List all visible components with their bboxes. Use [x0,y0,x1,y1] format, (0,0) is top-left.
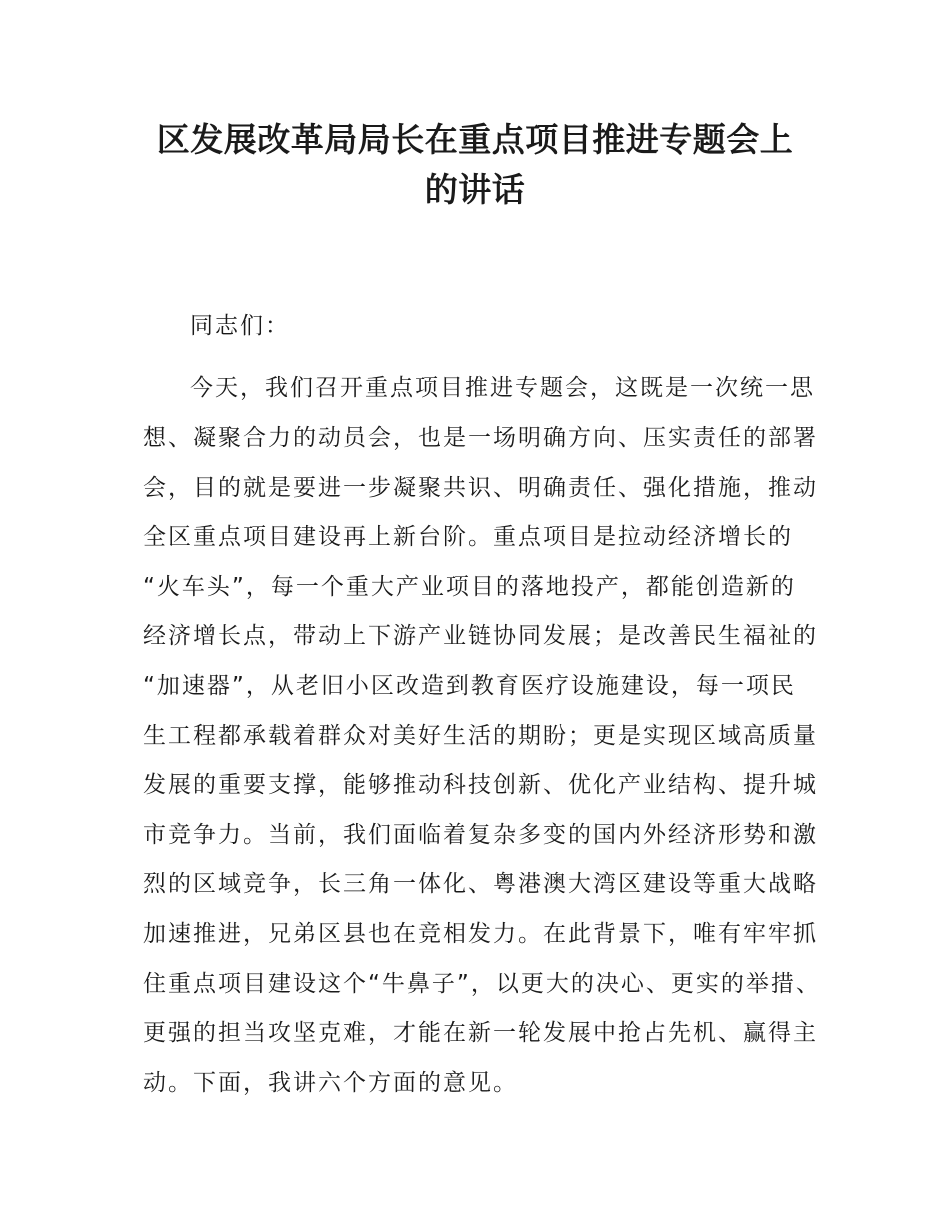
paragraph-line: 发展的重要支撑，能够推动科技创新、优化产业结构、提升城 [143,772,818,798]
paragraph-line: 今天，我们召开重点项目推进专题会，这既是一次统一思 [190,375,815,401]
salutation: 同志们： [190,313,290,339]
paragraph-line: 会，目的就是要进一步凝聚共识、明确责任、强化措施，推动 [143,475,818,501]
paragraph-line: 动。下面，我讲六个方面的意见。 [143,1070,518,1096]
paragraph-line: 更强的担当攻坚克难，才能在新一轮发展中抢占先机、赢得主 [143,1020,818,1046]
paragraph-line: 烈的区域竞争，长三角一体化、粤港澳大湾区建设等重大战略 [143,871,818,897]
document-title-line-1: 区发展改革局局长在重点项目推进专题会上 [156,120,794,159]
paragraph-line: “火车头”，每一个重大产业项目的落地投产，都能创造新的 [143,574,796,600]
paragraph-line: “加速器”，从老旧小区改造到教育医疗设施建设，每一项民 [143,673,796,699]
paragraph-line: 加速推进，兄弟区县也在竞相发力。在此背景下，唯有牢牢抓 [143,921,818,947]
paragraph-line: 市竞争力。当前，我们面临着复杂多变的国内外经济形势和激 [143,822,818,848]
paragraph-line: 住重点项目建设这个“牛鼻子”，以更大的决心、更实的举措、 [143,971,821,997]
paragraph-line: 经济增长点，带动上下游产业链协同发展；是改善民生福祉的 [143,623,818,649]
paragraph-line: 想、凝聚合力的动员会，也是一场明确方向、压实责任的部署 [143,425,818,451]
document-title-line-2: 的讲话 [424,170,526,209]
paragraph-line: 生工程都承载着群众对美好生活的期盼；更是实现区域高质量 [143,723,818,749]
paragraph-line: 全区重点项目建设再上新台阶。重点项目是拉动经济增长的 [143,524,793,550]
